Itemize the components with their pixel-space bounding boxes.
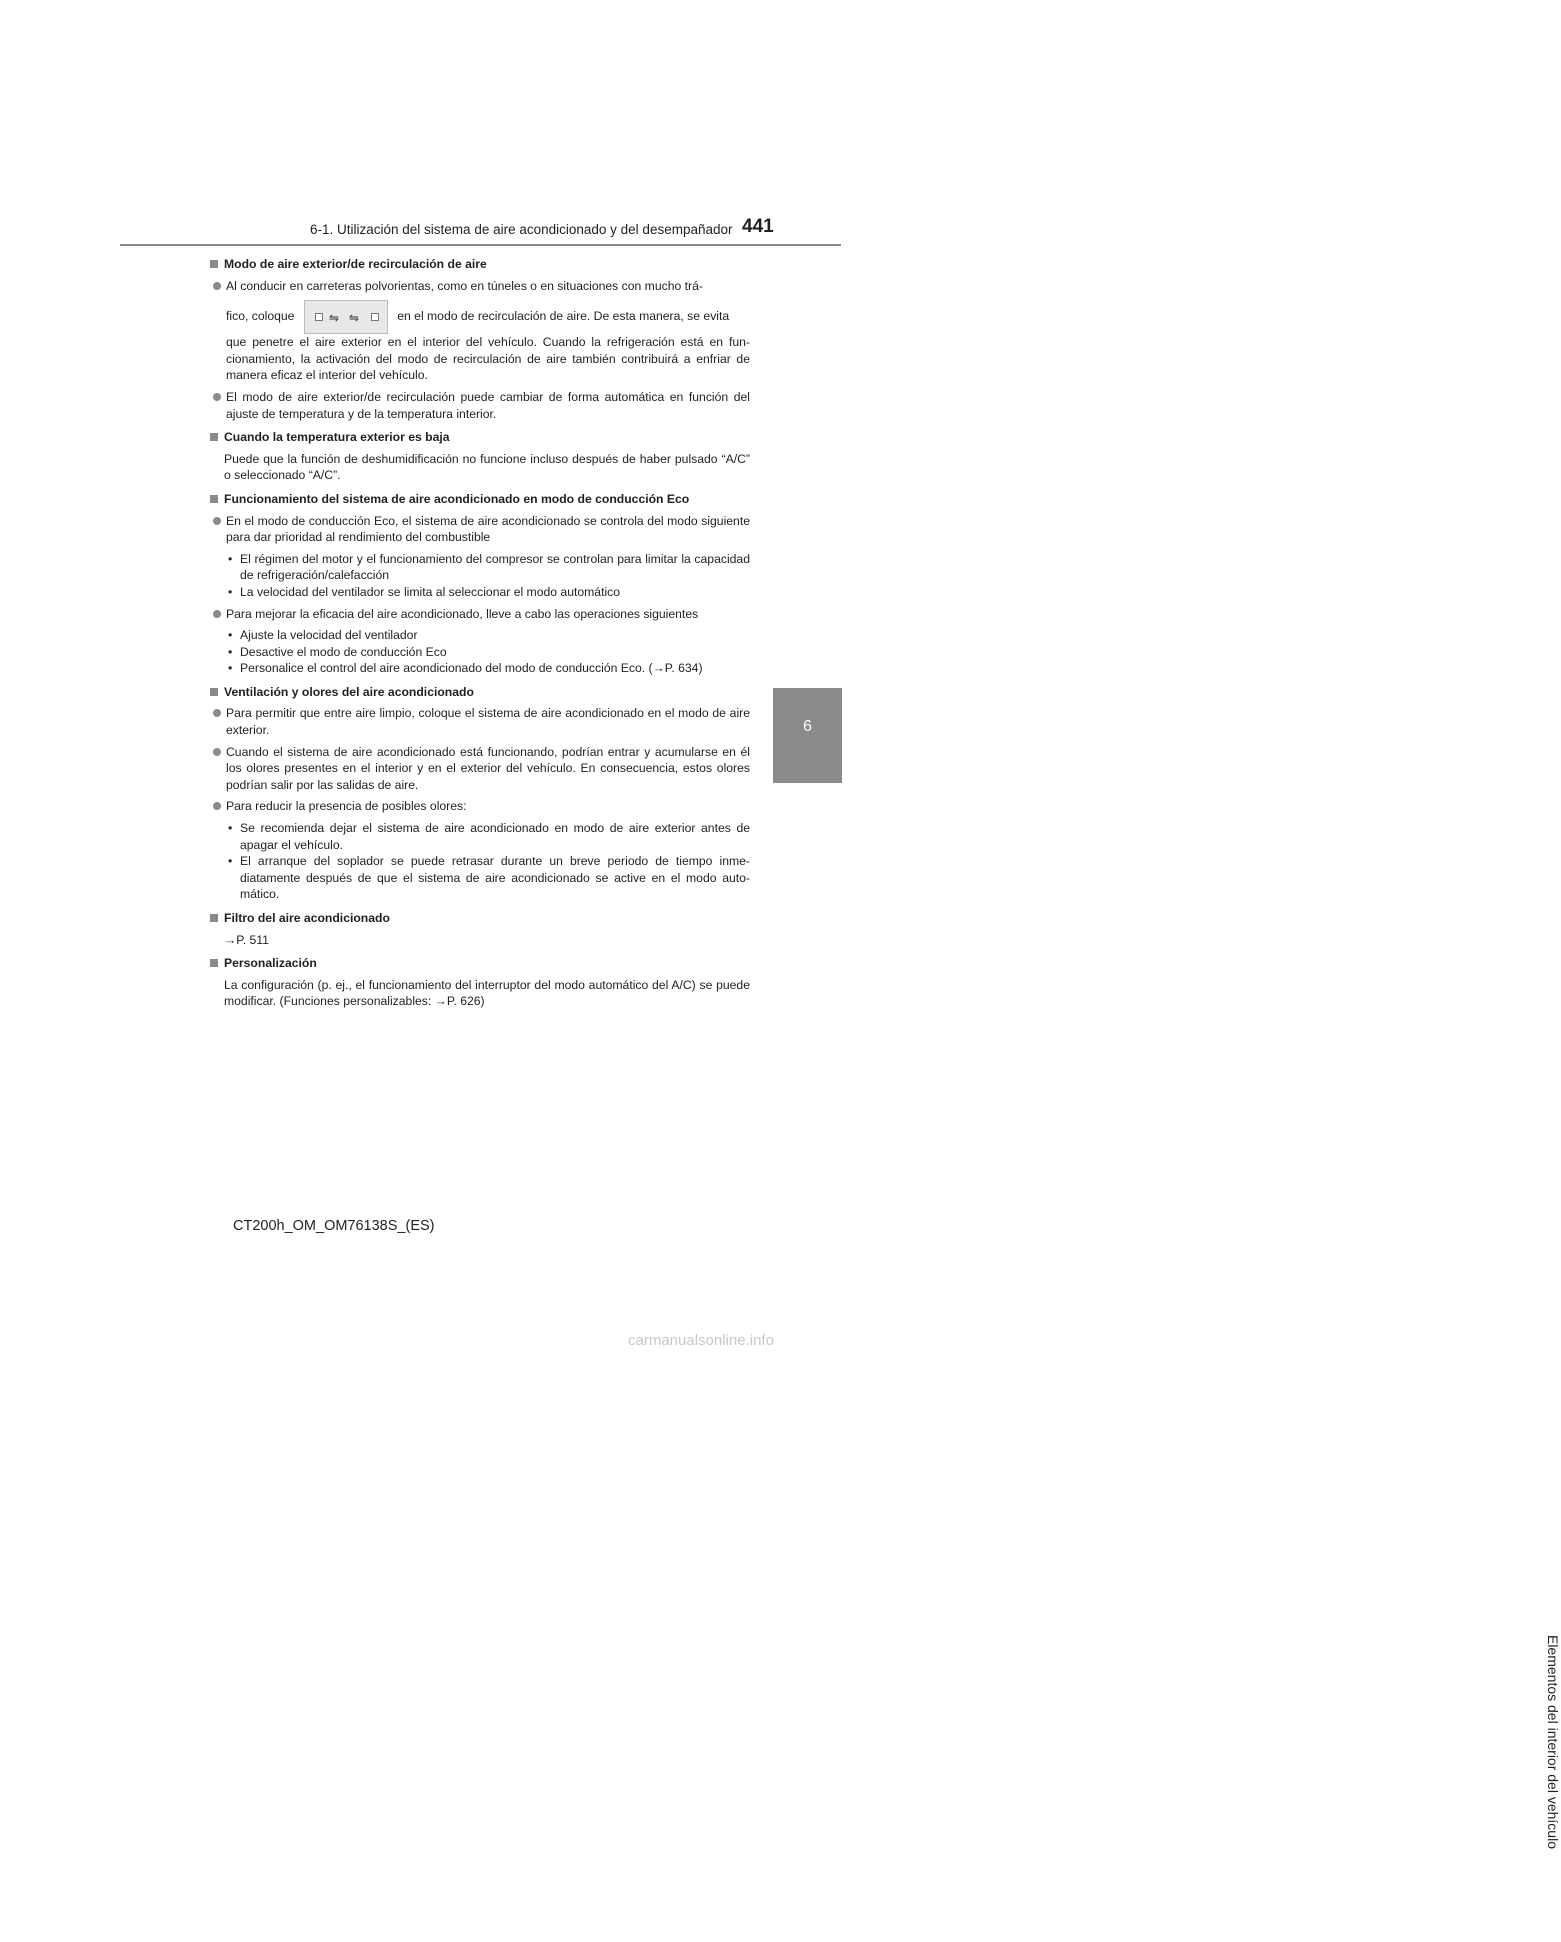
- bullet-item: Al conducir en carreteras polvorientas, como en túneles o en situaciones con mucho trá- fico, coloque ⇋ ⇋ en el modo de recirculación de aire. De esta manera, se evita que penetre el aire exterior en el interior del vehículo. Cuando la refrigeración está en fun-cionamiento, la activación del modo de recirculación de aire también contribuirá a enfriar de manera eficaz el interior del vehículo.: [210, 278, 750, 384]
- bullet-dot-icon: [213, 709, 221, 717]
- section-customization: [210, 955, 750, 1010]
- bullet-dot-icon: [213, 802, 221, 810]
- chapter-tab: [773, 688, 842, 783]
- document-code: CT200h_OM_OM76138S_(ES): [233, 1218, 435, 1234]
- section-header-title: 6-1. Utilización del sistema de aire acondicionado y del desempañador: [310, 222, 733, 237]
- square-marker-icon: [210, 260, 218, 268]
- square-marker-icon: [210, 914, 218, 922]
- sub-item: • Desactive el modo de conducción Eco: [228, 644, 447, 659]
- chapter-title: Elementos del interior del vehículo: [1545, 1634, 1561, 1849]
- section-title: Funcionamiento del sistema de aire acondicionado en modo de conducción Eco: [210, 491, 750, 508]
- bullet-item: Para permitir que entre aire limpio, coloque el sistema de aire acondicionado en el modo de aire exterior.: [210, 705, 750, 738]
- sub-item: • Se recomienda dejar el sistema de aire acondicionado en modo de aire exterior antes de apagar el vehículo.: [228, 821, 750, 852]
- sub-item: • El arranque del soplador se puede retrasar durante un breve periodo de tiempo inme-diatamente después de que el sistema de aire acondicionado se active en el modo auto-mático.: [228, 854, 750, 902]
- square-marker-icon: [210, 433, 218, 441]
- page-content: [210, 256, 750, 1017]
- sub-item: • El régimen del motor y el funcionamiento del compresor se controlan para limitar la capacidad de refrigeración/calefacción: [228, 551, 750, 583]
- paragraph: La configuración (p. ej., el funcionamiento del interruptor del modo automático del A/C) se puede modificar. (Funciones personalizables: →P. 626): [224, 977, 750, 1009]
- bullet-dot-icon: [213, 610, 221, 618]
- section-filter: [210, 910, 750, 948]
- section-eco-mode: [210, 491, 750, 677]
- recirculation-button-icon: ⇋ ⇋: [304, 300, 388, 334]
- section-title: Ventilación y olores del aire acondicionado: [210, 684, 750, 701]
- section-title: Filtro del aire acondicionado: [210, 910, 750, 927]
- bullet-item: Para mejorar la eficacia del aire acondicionado, lleve a cabo las operaciones siguientes: [210, 606, 750, 623]
- sub-item: • Personalice el control del aire acondicionado del modo de conducción Eco. (→P. 634): [228, 661, 703, 676]
- sub-item: • La velocidad del ventilador se limita al seleccionar el modo automático: [228, 584, 621, 599]
- paragraph: Puede que la función de deshumidificación no funcione incluso después de haber pulsado “A/C” o seleccionado “A/C”.: [224, 451, 750, 483]
- section-air-mode: [210, 256, 750, 422]
- bullet-dot-icon: [213, 282, 221, 290]
- chapter-number: 6: [803, 718, 812, 735]
- watermark: carmanualsonline.info: [628, 1332, 774, 1349]
- square-marker-icon: [210, 959, 218, 967]
- bullet-dot-icon: [213, 517, 221, 525]
- header-rule: [120, 244, 841, 246]
- bullet-dot-icon: [213, 393, 221, 401]
- section-title: Cuando la temperatura exterior es baja: [210, 429, 750, 446]
- square-marker-icon: [210, 495, 218, 503]
- section-ventilation: [210, 684, 750, 903]
- sub-item: • Ajuste la velocidad del ventilador: [228, 628, 418, 643]
- bullet-dot-icon: [213, 748, 221, 756]
- square-marker-icon: [210, 688, 218, 696]
- section-title: Modo de aire exterior/de recirculación de aire: [210, 256, 750, 273]
- bullet-item: Para reducir la presencia de posibles olores:: [210, 798, 750, 815]
- page-number: 441: [742, 216, 774, 237]
- page-reference-link[interactable]: →P. 511: [224, 932, 269, 947]
- bullet-item: El modo de aire exterior/de recirculación puede cambiar de forma automática en función del ajuste de temperatura y de la temperatura interior.: [210, 389, 750, 422]
- bullet-item: En el modo de conducción Eco, el sistema de aire acondicionado se controla del modo siguiente para dar prioridad al rendimiento del combustible: [210, 513, 750, 546]
- section-title: Personalización: [210, 955, 750, 972]
- section-low-temp: [210, 429, 750, 484]
- bullet-item: Cuando el sistema de aire acondicionado está funcionando, podrían entrar y acumularse en él los olores presentes en el interior y en el exterior del vehículo. En consecuencia, estos olores podrían salir por las salidas de aire.: [210, 744, 750, 794]
